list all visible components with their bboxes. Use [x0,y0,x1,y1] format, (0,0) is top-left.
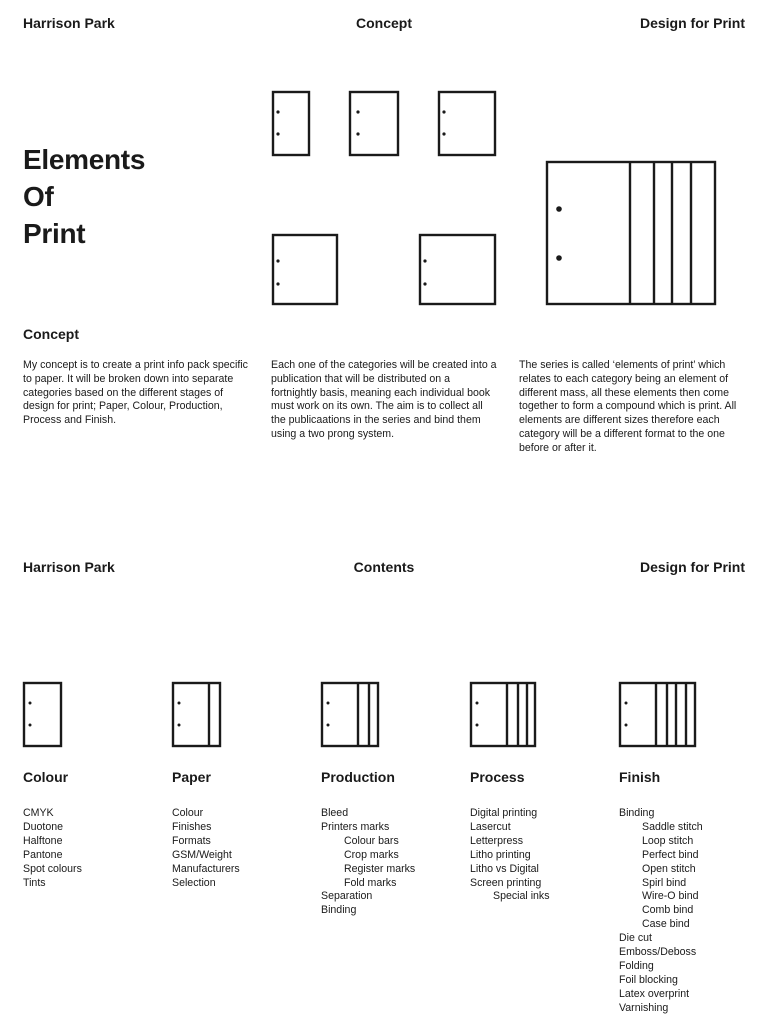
list-item: Special inks [493,890,550,903]
category-heading-process: Process [470,769,525,785]
category-list-paper [172,807,240,890]
list-item: Perfect bind [642,848,699,861]
list-item: Crop marks [344,848,399,861]
list-item: Manufacturers [172,862,240,875]
list-item: Colour bars [344,834,399,847]
concept-paragraph: Each one of the categories will be created into a publication that will be distributed on a fortnightly basis, meaning each individual book must work on its own. The aim is to collect all the publicaations in the series and bind them using a two prong system. [271,359,497,440]
list-item: Tints [23,876,46,889]
list-item: Colour [172,807,204,819]
list-item: Pantone [23,848,63,861]
category-heading-production: Production [321,769,395,785]
category-list-colour [23,807,82,890]
list-item: Latex overprint [619,987,690,1000]
category-heading-finish: Finish [619,769,661,785]
list-item: Emboss/Deboss [619,946,697,959]
list-item: Digital printing [470,807,538,819]
list-item: Die cut [619,932,652,945]
list-item: Wire-O bind [642,890,699,903]
category-heading-colour: Colour [23,769,69,785]
category-list-finish [619,807,703,1016]
list-item: Spirl bind [642,876,687,889]
list-item: Halftone [23,834,63,847]
list-item: CMYK [23,807,54,819]
list-item: Saddle stitch [642,820,703,833]
header-module: Design for Print [639,15,745,31]
title-line: Of [23,181,54,212]
list-item: Duotone [23,820,64,833]
list-item: Folding [619,959,654,972]
header-author: Harrison Park [23,15,115,31]
list-item: Finishes [172,820,212,833]
category-heading-paper: Paper [172,769,211,785]
list-item: Loop stitch [642,834,694,847]
colour-booklet-icon [24,683,61,746]
concept-paragraph: The series is called ‘elements of print’ which relates to each category being an element of different mass, all these elements then come together to form a compound which is print. All elements are different sizes therefore each category will be a different format to the one before or after it. [519,359,737,454]
category-list-production [321,807,415,918]
title-line: Print [23,218,86,249]
list-item: Open stitch [642,862,696,875]
list-item: Case bind [642,918,690,931]
list-item: Spot colours [23,862,82,875]
process-booklet-icon [471,683,535,746]
list-item: Bleed [321,807,349,819]
section-heading: Concept [23,326,79,342]
header-author: Harrison Park [23,559,115,575]
title-line: Elements [23,144,146,175]
list-item: Varnishing [619,1001,669,1014]
list-item: Letterpress [470,834,523,847]
header-section-title: Contents [353,559,415,575]
list-item: Binding [321,904,357,917]
header-section-title: Concept [356,15,412,31]
list-item: Lasercut [470,820,511,833]
list-item: Comb bind [642,904,694,917]
list-item: Separation [321,890,373,903]
list-item: Register marks [344,862,416,875]
list-item: Fold marks [344,876,397,889]
concept-paragraph: My concept is to create a print info pack specific to paper. It will be broken down into separate categories based on the different stages of design for print; Paper, Colour, Production, Process and Finish. [23,359,248,427]
list-item: Binding [619,807,655,819]
list-item: Litho vs Digital [470,862,539,875]
header-module: Design for Print [639,559,745,575]
paper-booklet-icon [173,683,220,746]
category-list-process [470,807,550,904]
production-booklet-icon [322,683,378,746]
list-item: Foil blocking [619,973,678,986]
list-item: Selection [172,876,216,889]
list-item: Litho printing [470,848,531,861]
list-item: Printers marks [321,820,390,833]
list-item: Screen printing [470,876,542,889]
finish-booklet-icon [620,683,695,746]
list-item: Formats [172,834,211,847]
list-item: GSM/Weight [172,848,232,861]
